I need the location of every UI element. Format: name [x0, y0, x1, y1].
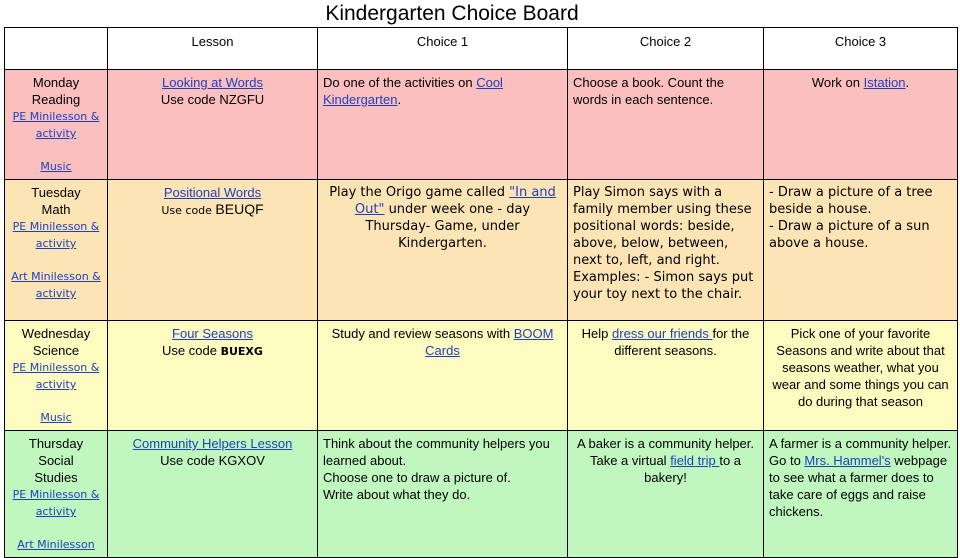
thursday-day-cell — [5, 431, 108, 558]
tuesday-choice-1 — [318, 180, 568, 321]
header-day-cell — [5, 28, 108, 70]
header-row — [5, 28, 958, 70]
choice-text-end: for the different seasons. — [614, 326, 750, 358]
choice-text: Write about what they do. — [323, 487, 471, 502]
lesson-code: Use code KGXOV — [160, 453, 265, 468]
lesson-code: Use code NZGFU — [160, 92, 265, 107]
header-lesson: Lesson — [108, 28, 318, 70]
choice-text-end: under week one - day Thursday- Game, under Kindergarten. — [365, 202, 531, 251]
cool-kindergarten-link[interactable]: Cool Kindergarten — [323, 75, 503, 107]
choice-text: Play Simon says with a family member using these positional words: beside, above, below, between, next to, left, and right. — [573, 185, 752, 268]
tuesday-choice-2 — [568, 180, 764, 321]
day-subject: Reading — [31, 92, 81, 107]
choice-text: Do one of the activities on — [323, 75, 477, 90]
choice-text-end: . — [397, 92, 402, 107]
lesson-link[interactable]: Four Seasons — [172, 326, 253, 341]
field-trip-link[interactable]: field trip — [670, 453, 720, 468]
wednesday-choice-2 — [568, 321, 764, 431]
day-name: Wednesday — [21, 326, 91, 341]
monday-day-cell — [5, 70, 108, 180]
day-subject: Math — [41, 202, 71, 217]
tuesday-row — [5, 180, 958, 321]
pe-minilesson-link[interactable]: PE Minilesson & activity — [12, 361, 100, 391]
thursday-choice-1 — [318, 431, 568, 558]
dress-our-friends-link[interactable]: dress our friends — [612, 326, 713, 341]
choice-text: A farmer is a community helper. Go to — [769, 436, 952, 468]
choice-text: Choose one to draw a picture of. — [323, 470, 511, 485]
wednesday-choice-3: Pick one of your favorite Seasons and write about that seasons weather, what you wear and some things you can do during that season — [764, 321, 958, 431]
pe-minilesson-link[interactable]: PE Minilesson & activity — [12, 110, 100, 140]
monday-choice-2: Choose a book. Count the words in each sentence. — [568, 70, 764, 180]
lesson-code-prefix: Use code — [161, 204, 216, 217]
choice-text-end: to a bakery! — [644, 453, 742, 485]
wednesday-choice-1 — [318, 321, 568, 431]
choice-text-end: . — [905, 75, 910, 90]
thursday-lesson-cell — [108, 431, 318, 558]
choice-text: Study and review seasons with — [331, 326, 514, 341]
in-and-out-link[interactable]: "In and Out" — [354, 185, 556, 217]
header-choice-2: Choice 2 — [568, 28, 764, 70]
choice-board-table — [4, 27, 958, 558]
day-name: Monday — [32, 75, 80, 90]
thursday-row — [5, 431, 958, 558]
tuesday-day-cell — [5, 180, 108, 321]
art-minilesson-link[interactable]: Art Minilesson & activity — [11, 270, 101, 300]
music-link[interactable]: Music — [40, 160, 72, 173]
lesson-code: BEUQF — [215, 201, 264, 217]
choice-text-end: webpage to see what a farmer does to take care of eggs and raise chickens. — [769, 453, 948, 519]
art-minilesson-link[interactable]: Art Minilesson — [17, 538, 95, 551]
wednesday-row — [5, 321, 958, 431]
lesson-link[interactable]: Looking at Words — [162, 75, 263, 90]
wednesday-day-cell — [5, 321, 108, 431]
choice-text: - Draw a picture of a tree beside a house. — [769, 185, 933, 217]
choice-text: Help — [581, 326, 613, 341]
monday-lesson-cell — [108, 70, 318, 180]
choice-text: A baker is a community helper. Take a virtual — [576, 436, 755, 468]
day-subject: Science — [32, 343, 80, 358]
choice-text: Work on — [811, 75, 864, 90]
pe-minilesson-link[interactable]: PE Minilesson & activity — [12, 488, 100, 518]
lesson-link[interactable]: Positional Words — [163, 185, 262, 200]
mrs-hammels-link[interactable]: Mrs. Hammel's — [804, 453, 891, 468]
tuesday-choice-3 — [764, 180, 958, 321]
boom-cards-link[interactable]: BOOM Cards — [425, 326, 554, 358]
pe-minilesson-link[interactable]: PE Minilesson & activity — [12, 220, 100, 250]
header-choice-1: Choice 1 — [318, 28, 568, 70]
day-subject: Social — [38, 453, 74, 468]
board-title: Kindergarten Choice Board — [325, 2, 579, 25]
wednesday-lesson-cell — [108, 321, 318, 431]
choice-text: Think about the community helpers you learned about. — [323, 436, 550, 468]
choice-example: Examples: - Simon says put your toy next to the chair. — [573, 270, 754, 302]
tuesday-lesson-cell — [108, 180, 318, 321]
lesson-link[interactable]: Community Helpers Lesson — [132, 436, 293, 451]
istation-link[interactable]: Istation — [863, 75, 906, 90]
monday-row — [5, 70, 958, 180]
choice-text: - Draw a picture of a sun above a house. — [769, 219, 930, 251]
lesson-code-prefix: Use code — [162, 343, 221, 358]
day-name: Thursday — [28, 436, 84, 451]
thursday-choice-3 — [764, 431, 958, 558]
day-subject-2: Studies — [34, 470, 78, 485]
header-choice-3: Choice 3 — [764, 28, 958, 70]
choice-text: Play the Origo game called — [329, 185, 510, 200]
thursday-choice-2 — [568, 431, 764, 558]
music-link[interactable]: Music — [40, 411, 72, 424]
day-name: Tuesday — [31, 185, 81, 200]
monday-choice-1 — [318, 70, 568, 180]
monday-choice-3 — [764, 70, 958, 180]
lesson-code: BUEXG — [220, 345, 263, 358]
